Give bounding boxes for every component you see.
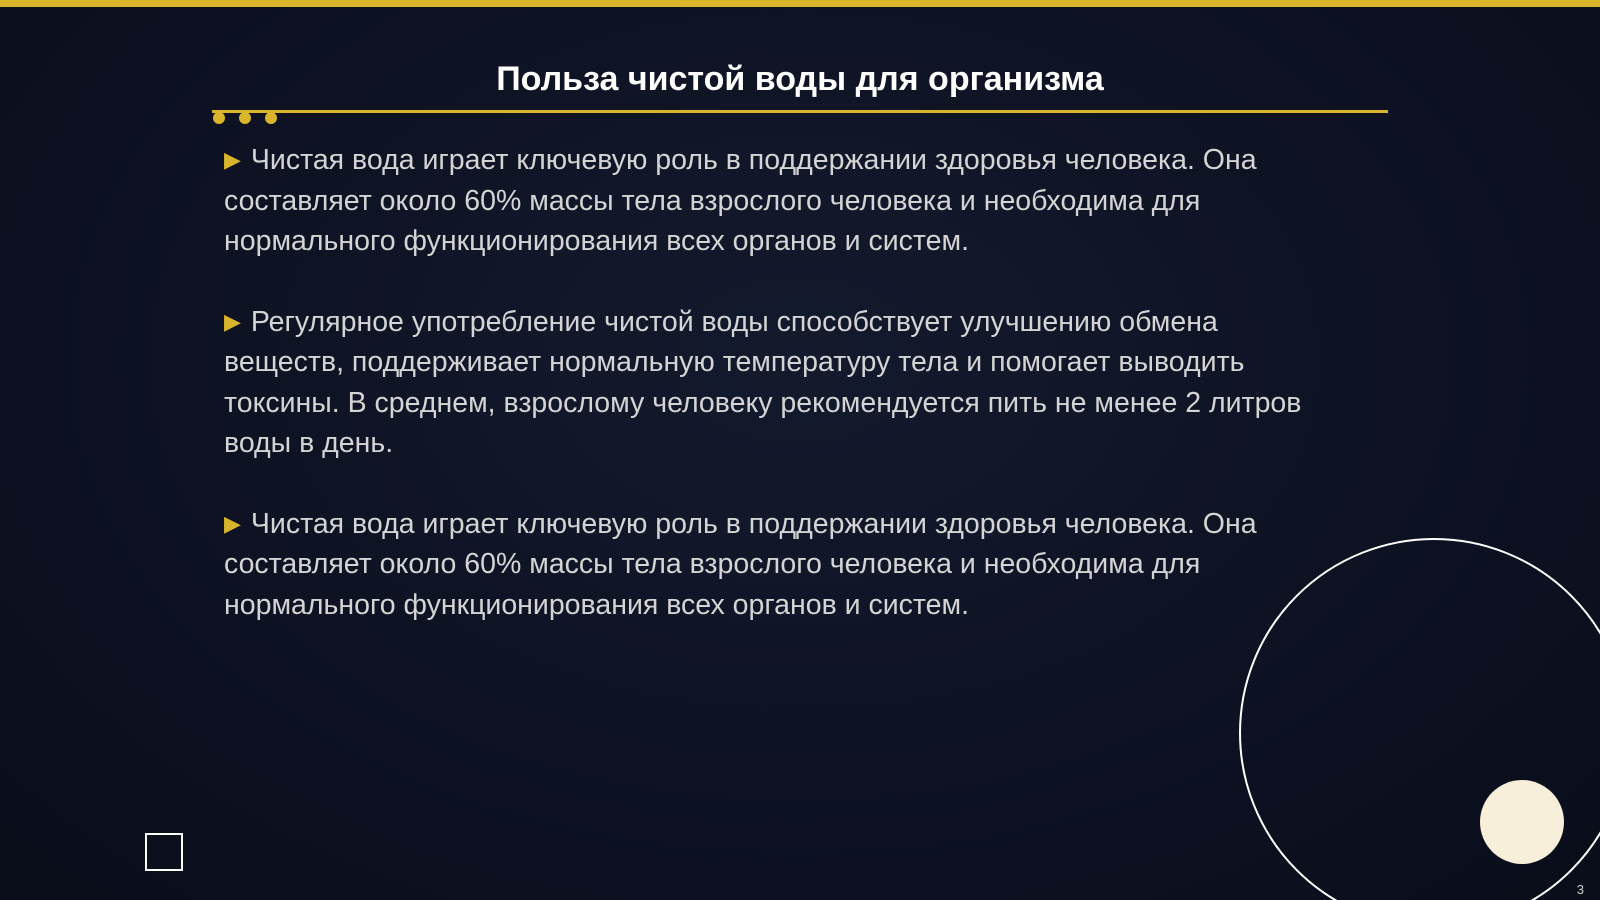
bullet-arrow-icon: ▶ [224,308,241,334]
decorative-filled-circle [1480,780,1564,864]
bullet-paragraph [224,140,1344,262]
decorative-dot [265,112,277,124]
bullet-paragraph [224,504,1344,626]
slide-title: Польза чистой воды для организма [496,60,1104,98]
decorative-dot [213,112,225,124]
bullet-arrow-icon: ▶ [224,147,241,172]
paragraph-text: Регулярное употребление чистой воды способствует улучшению обмена веществ, поддерживает нормальную температуру тела и помогает выводить токсины. В среднем, взрослому человеку рекомендуется пить не менее 2 литров воды в день. [224,305,1302,459]
decorative-dot [239,112,251,124]
bullet-arrow-icon: ▶ [224,510,241,536]
body-content [224,140,1344,665]
decorative-square [145,833,183,871]
title-underline [212,110,1388,113]
top-accent-bar [0,0,1600,7]
paragraph-text: Чистая вода играет ключевую роль в поддержании здоровья человека. Она составляет около 60% массы тела взрослого человека и необходима для нормального функционирования всех органов и систем. [224,507,1257,621]
paragraph-text: Чистая вода играет ключевую роль в поддержании здоровья человека. Она составляет около 60% массы тела взрослого человека и необходима для нормального функционирования всех органов и систем. [224,144,1257,257]
bullet-paragraph [224,302,1344,464]
page-number: 3 [1576,882,1584,897]
